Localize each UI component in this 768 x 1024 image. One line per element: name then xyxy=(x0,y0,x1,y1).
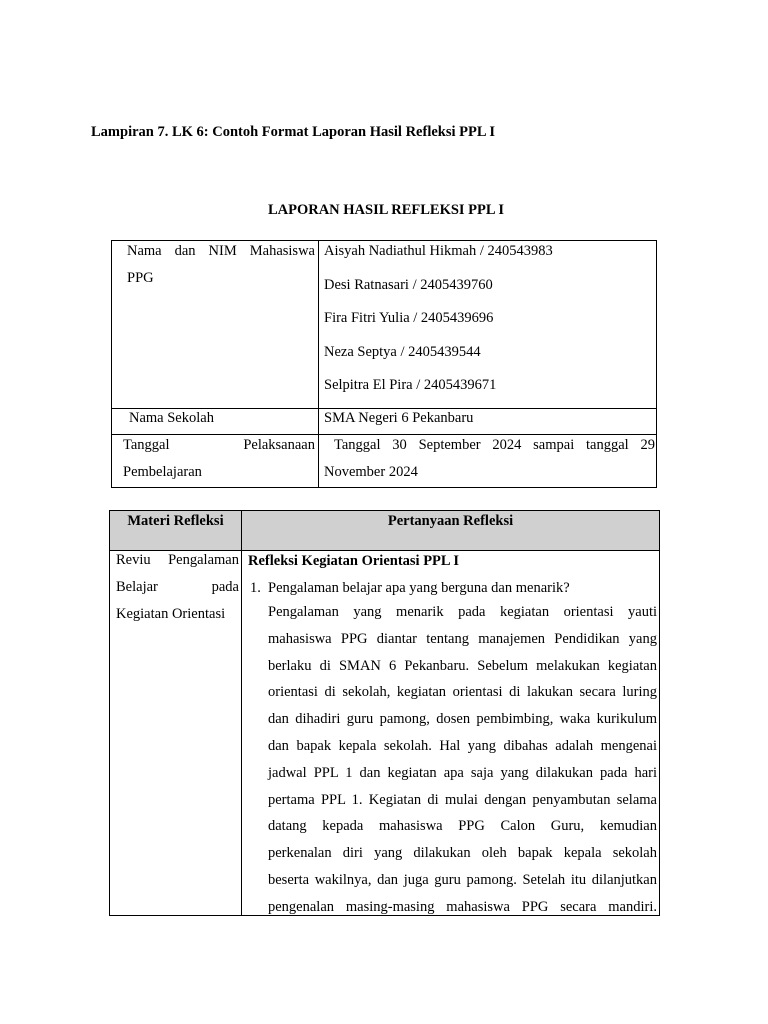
student-name: Fira Fitri Yulia / 2405439696 xyxy=(324,310,494,326)
date-value: Tanggal 30 September 2024 sampai tanggal 29 November 2024 xyxy=(324,437,655,480)
answer-line: pengenalan masing-masing mahasiswa PPG secara mandiri. xyxy=(268,898,657,915)
school-value: SMA Negeri 6 Pekanbaru xyxy=(324,410,474,426)
student-list xyxy=(324,241,654,409)
report-title: LAPORAN HASIL REFLEKSI PPL I xyxy=(267,202,505,218)
header-materi: Materi Refleksi xyxy=(127,513,224,529)
reflection-table xyxy=(109,510,660,916)
answer-paragraph xyxy=(268,599,657,921)
answer-line: Pengalaman yang menarik pada kegiatan orientasi yauti xyxy=(268,604,657,620)
student-name: Aisyah Nadiathul Hikmah / 240543983 xyxy=(324,243,553,259)
answer-line: berlaku di SMAN 6 Pekanbaru. Sebelum melakukan kegiatan xyxy=(268,657,657,674)
question-number: 1. xyxy=(250,580,261,596)
answer-line: dan bapak kepala sekolah. Hal yang dibahas adalah mengenai xyxy=(268,737,657,754)
answer-line: orientasi di sekolah, kegiatan orientasi di lakukan secara luring xyxy=(268,684,657,701)
section-title: Refleksi Kegiatan Orientasi PPL I xyxy=(248,553,460,569)
info-table xyxy=(111,240,657,488)
answer-line: beserta wakilnya, dan juga guru pamong. Setelah itu dilanjutkan xyxy=(268,871,657,888)
answer-line: mahasiswa PPG diantar tentang manajemen Pendidikan yang xyxy=(268,630,657,647)
question-text: Pengalaman belajar apa yang berguna dan menarik? xyxy=(268,580,570,596)
student-name: Selpitra El Pira / 2405439671 xyxy=(324,377,497,393)
answer-line: pertama PPL 1. Kegiatan di mulai dengan penyambutan selama xyxy=(268,791,657,808)
answer-line: jadwal PPL 1 dan kegiatan apa saja yang dilakukan pada hari xyxy=(268,764,657,781)
answer-line: perkenalan diri yang dilakukan oleh bapak kepala sekolah xyxy=(268,845,657,862)
date-label: Tanggal Pelaksanaan Pembelajaran xyxy=(123,437,315,480)
school-label: Nama Sekolah xyxy=(129,410,214,426)
materi-cell: Reviu Pengalaman Belajar pada Kegiatan Orientasi xyxy=(116,552,239,622)
student-name: Neza Septya / 2405439544 xyxy=(324,343,481,360)
student-label: Nama dan NIM Mahasiswa PPG xyxy=(127,243,315,286)
answer-line: dan dihadiri guru pamong, dosen pembimbing, waka kurikulum xyxy=(268,711,657,728)
student-name: Desi Ratnasari / 2405439760 xyxy=(324,276,493,293)
attachment-heading: Lampiran 7. LK 6: Contoh Format Laporan Hasil Refleksi PPL I xyxy=(91,124,496,140)
answer-line: datang kepada mahasiswa PPG Calon Guru, kemudian xyxy=(268,818,657,835)
header-pertanyaan: Pertanyaan Refleksi xyxy=(387,513,514,529)
